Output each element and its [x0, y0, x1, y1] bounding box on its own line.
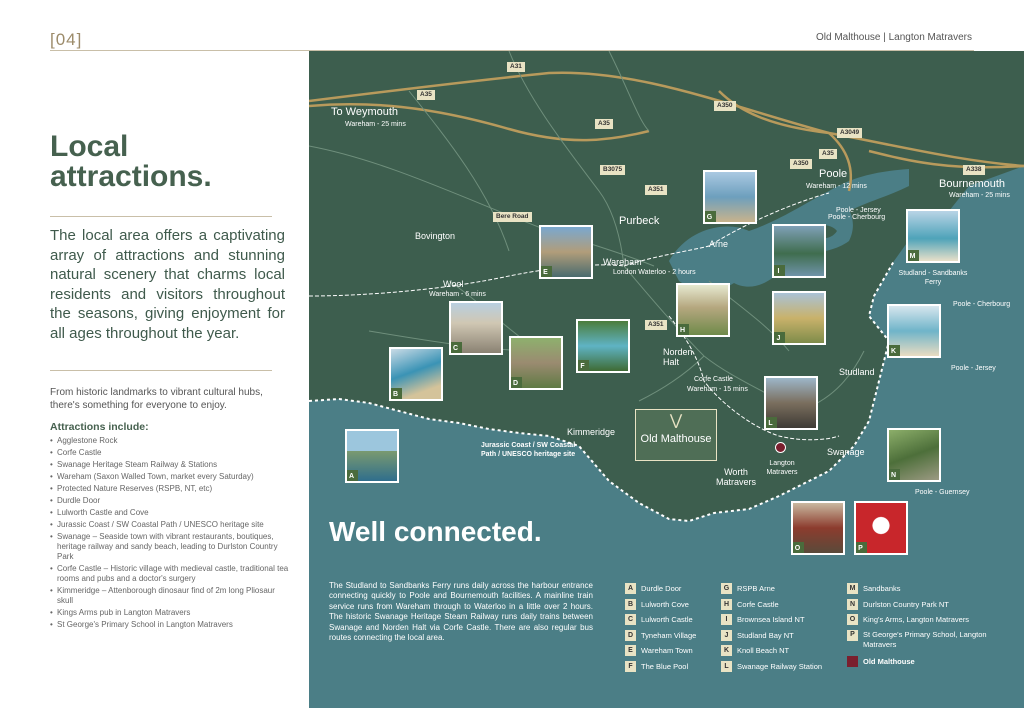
- running-title: Old Malthouse | Langton Matravers: [815, 32, 972, 43]
- place-bovington: Bovington: [415, 231, 456, 241]
- coastal-path-label: Jurassic Coast / SW Coastal Path / UNESCO heritage site: [481, 442, 576, 458]
- legend-label: Brownsea Island NT: [737, 615, 805, 624]
- legend-key: A: [625, 583, 636, 594]
- list-item: • Lulworth Castle and Cove: [50, 508, 290, 518]
- place-sandbanks-ferry: Studland - Sandbanks Ferry: [898, 270, 968, 286]
- photo-label: D: [509, 377, 522, 390]
- place-bournemouth: Bournemouth: [939, 178, 1006, 190]
- legend-key: G: [721, 583, 732, 594]
- photo-label: L: [764, 417, 777, 430]
- legend-item: [847, 583, 1017, 599]
- place-bere-road: Bere Road: [493, 212, 532, 222]
- legend-label: The Blue Pool: [641, 661, 689, 671]
- ferry-poole-cherbourg: Poole - Cherbourg: [953, 301, 1011, 308]
- road-label-a350: A350: [714, 101, 736, 111]
- legend-key: J: [721, 630, 732, 641]
- place-wool: Wool: [443, 279, 464, 289]
- place-wareham: Wareham: [603, 257, 642, 267]
- list-item: • St George's Primary School in Langton Matravers: [50, 620, 290, 630]
- legend-item: [847, 656, 1017, 672]
- list-item: • Durdle Door: [50, 496, 290, 506]
- list-item: • Wareham (Saxon Walled Town, market every Saturday): [50, 472, 290, 482]
- road-label-a35b: A35: [595, 119, 613, 129]
- legend-key: B: [625, 599, 636, 610]
- photo-label: H: [676, 324, 689, 337]
- title-rule-top: [50, 216, 272, 217]
- legend-label: King's Arms, Langton Matravers: [863, 615, 970, 624]
- legend-label: RSPB Arne: [737, 584, 775, 593]
- legend-key-old-malthouse: [847, 656, 858, 667]
- map-panel: [309, 51, 1024, 708]
- legend-label: St George's Primary School, Langton Matravers: [863, 629, 987, 649]
- legend-label: Knoll Beach NT: [737, 646, 790, 655]
- list-item: • Agglestone Rock: [50, 436, 290, 446]
- legend-key: C: [625, 614, 636, 625]
- legend-key: E: [625, 645, 636, 656]
- old-malthouse-marker: [775, 442, 786, 453]
- list-item: • Corfe Castle: [50, 448, 290, 458]
- place-swanage: Swanage: [827, 447, 865, 457]
- place-corfe-castle: Corfe Castle: [694, 376, 733, 383]
- legend-label: Durlston Country Park NT: [863, 599, 949, 609]
- road-label-a350b: A350: [790, 159, 812, 169]
- note-bournemouth-time: Wareham - 25 mins: [949, 192, 1010, 199]
- connected-body: The Studland to Sandbanks Ferry runs daily across the harbour entrance connecting quickly to Poole and Bournemouth facilities. A mainline train service runs from Wareham through to Waterloo in a little over 2 hours. The historic Swanage Heritage Steam Railway runs daily trains between Swanage and Norden Halt via Corfe Castle. There are also regular bus routes connecting the local area.: [329, 581, 593, 643]
- photo-label: I: [772, 265, 785, 278]
- note-wool-time: Wareham - 6 mins: [429, 291, 486, 298]
- logo-name: Old Malthouse: [640, 433, 712, 445]
- photo-j: [772, 291, 826, 345]
- photo-p: [854, 501, 908, 555]
- place-purbeck: Purbeck: [619, 215, 660, 227]
- photo-m: [906, 209, 960, 263]
- place-poole: Poole: [819, 168, 848, 180]
- road-label-a35c: A35: [819, 149, 837, 159]
- legend-key: I: [721, 614, 732, 625]
- photo-label: A: [345, 470, 358, 483]
- note-corfe-time: Wareham - 15 mins: [687, 386, 748, 393]
- photo-label: B: [389, 388, 402, 401]
- attractions-heading: Attractions include:: [50, 421, 149, 433]
- legend-column-3: [847, 583, 1017, 671]
- photo-label: M: [906, 250, 919, 263]
- photo-label: E: [539, 266, 552, 279]
- legend-label: Wareham Town: [641, 646, 693, 655]
- list-item: • Kings Arms pub in Langton Matravers: [50, 608, 290, 618]
- photo-label: O: [791, 542, 804, 555]
- legend-key: P: [847, 630, 858, 641]
- list-item: • Swanage Heritage Steam Railway & Stations: [50, 460, 290, 470]
- legend-label: Corfe Castle: [737, 599, 779, 609]
- photo-e: [539, 225, 593, 279]
- legend-item: [847, 614, 1017, 630]
- legend-label: Tyneham Village: [641, 630, 697, 640]
- legend-label: Sandbanks: [863, 584, 901, 593]
- photo-b: [389, 347, 443, 401]
- attractions-list: [50, 436, 290, 632]
- connected-title: Well connected.: [329, 516, 542, 547]
- legend-label: Old Malthouse: [863, 656, 915, 666]
- ferry-poole-cherbourg-top: Poole - Cherbourg: [828, 214, 886, 221]
- legend-label: Durdle Door: [641, 584, 682, 593]
- place-kimmeridge: Kimmeridge: [567, 427, 616, 437]
- place-langton-matravers: Langton Matravers: [766, 460, 798, 476]
- road-label-a338: A338: [963, 165, 985, 175]
- note-poole-time: Wareham - 12 mins: [806, 183, 867, 190]
- note-wareham-time: London Waterloo - 2 hours: [613, 269, 696, 276]
- legend-item: [847, 599, 1017, 615]
- photo-f: [576, 319, 630, 373]
- place-studland: Studland: [839, 367, 875, 377]
- legend-key: K: [721, 645, 732, 656]
- photo-label: K: [887, 345, 900, 358]
- legend-key: N: [847, 599, 858, 610]
- title-rule-bottom: [50, 370, 272, 371]
- photo-c: [449, 301, 503, 355]
- legend-label: Swanage Railway Station: [737, 661, 823, 671]
- photo-label: J: [772, 332, 785, 345]
- legend-item: [847, 630, 1017, 656]
- intro-text: The local area offers a captivating array of attractions and stunning natural scenery that charms local residents and visitors throughout the seasons, giving enjoyment for all ages throughout the year.: [50, 227, 285, 342]
- road-label-a351: A351: [645, 185, 667, 195]
- legend-key: H: [721, 599, 732, 610]
- legend-key: M: [847, 583, 858, 594]
- old-malthouse-logo: [635, 409, 717, 461]
- list-item: • Jurassic Coast / SW Coastal Path / UNESCO heritage site: [50, 520, 290, 530]
- photo-label: N: [887, 469, 900, 482]
- photo-l: [764, 376, 818, 430]
- place-worth-matravers: Worth Matravers: [715, 467, 756, 487]
- photo-label: P: [854, 542, 867, 555]
- legend-label: Studland Bay NT: [737, 630, 794, 640]
- photo-n: [887, 428, 941, 482]
- photo-label: C: [449, 342, 462, 355]
- road-label-a31: A31: [507, 62, 525, 72]
- photo-k: [887, 304, 941, 358]
- photo-i: [772, 224, 826, 278]
- ferry-poole-guernsey: Poole - Guernsey: [915, 489, 970, 496]
- wheat-icon: ⋁: [669, 412, 683, 429]
- place-weymouth: To Weymouth: [331, 106, 399, 118]
- legend-key: L: [721, 661, 732, 672]
- section-title: [50, 132, 212, 192]
- title-line-2: attractions.: [50, 160, 212, 193]
- road-label-a351b: A351: [645, 320, 667, 330]
- lead-text: From historic landmarks to vibrant cultural hubs, there's something for everyone to enjoy.: [50, 387, 263, 411]
- title-line-1: Local: [50, 130, 129, 163]
- ferry-poole-jersey-top: Poole - Jersey: [836, 207, 881, 214]
- photo-label: F: [576, 360, 589, 373]
- place-norden-halt: Norden Halt: [663, 347, 693, 367]
- road-label-b3075: B3075: [600, 165, 625, 175]
- road-label-a35: A35: [417, 90, 435, 100]
- legend-key: F: [625, 661, 636, 672]
- list-item: • Swanage – Seaside town with vibrant restaurants, boutiques, heritage railway and sandy beach, leading to Durlston Country Park: [50, 532, 290, 562]
- photo-a: [345, 429, 399, 483]
- legend-key: D: [625, 630, 636, 641]
- place-arne: Arne: [709, 239, 729, 249]
- ferry-poole-jersey: Poole - Jersey: [951, 365, 996, 372]
- photo-label: G: [703, 211, 716, 224]
- photo-d: [509, 336, 563, 390]
- list-item: • Corfe Castle – Historic village with medieval castle, traditional tea rooms and pubs and a doctor's surgery: [50, 564, 290, 584]
- legend-label: Lulworth Cove: [641, 599, 689, 609]
- page-number: [04]: [50, 30, 83, 49]
- road-label-a3049: A3049: [837, 128, 862, 138]
- list-item: • Kimmeridge – Attenborough dinosaur find of 2m long Pliosaur skull: [50, 586, 290, 606]
- legend-key: O: [847, 614, 858, 625]
- photo-g: [703, 170, 757, 224]
- photo-o: [791, 501, 845, 555]
- note-weymouth-time: Wareham - 25 mins: [345, 121, 406, 128]
- legend-label: Lulworth Castle: [641, 615, 693, 624]
- photo-h: [676, 283, 730, 337]
- list-item: • Protected Nature Reserves (RSPB, NT, etc): [50, 484, 290, 494]
